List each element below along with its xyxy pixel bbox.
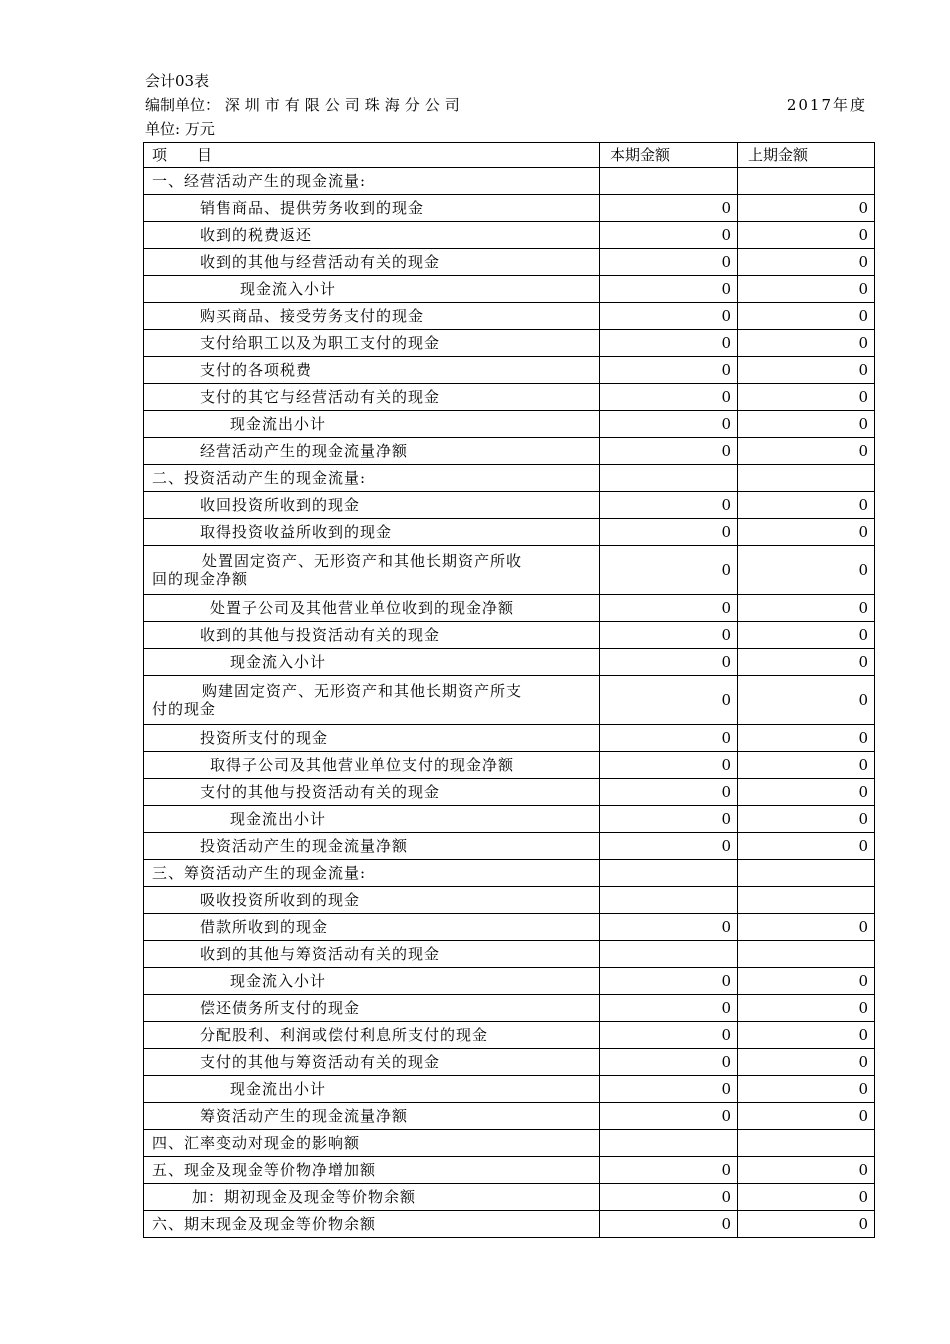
table-row [144,438,875,465]
row-label: 收到的税费返还 [144,222,600,249]
cash-flow-table [143,142,875,1238]
current-period-amount: 0 [600,779,738,806]
previous-period-amount: 0 [738,1076,875,1103]
current-period-amount [600,465,738,492]
row-label: 经营活动产生的现金流量净额 [144,438,600,465]
current-period-amount: 0 [600,806,738,833]
previous-period-amount: 0 [738,968,875,995]
row-label: 取得子公司及其他营业单位支付的现金净额 [144,752,600,779]
previous-period-amount: 0 [738,752,875,779]
current-period-amount: 0 [600,330,738,357]
table-row [144,330,875,357]
previous-period-amount: 0 [738,492,875,519]
table-row [144,168,875,195]
table-row [144,195,875,222]
table-row [144,595,875,622]
current-period-amount [600,1130,738,1157]
table-row [144,725,875,752]
current-period-amount: 0 [600,1103,738,1130]
previous-period-amount: 0 [738,222,875,249]
current-period-amount: 0 [600,968,738,995]
table-row [144,941,875,968]
table-row [144,914,875,941]
row-label: 处置子公司及其他营业单位收到的现金净额 [144,595,600,622]
row-label: 收到的其他与投资活动有关的现金 [144,622,600,649]
previous-period-amount: 0 [738,725,875,752]
organization-name: 深圳市有限公司珠海分公司 [224,96,465,114]
previous-period-amount [738,465,875,492]
table-row [144,622,875,649]
table-row [144,887,875,914]
table-row [144,1211,875,1238]
organization-line [145,96,867,114]
row-label: 现金流出小计 [144,411,600,438]
previous-period-amount: 0 [738,1049,875,1076]
previous-period-amount: 0 [738,1157,875,1184]
row-label: 筹资活动产生的现金流量净额 [144,1103,600,1130]
current-period-amount: 0 [600,1184,738,1211]
table-row [144,752,875,779]
previous-period-amount: 0 [738,519,875,546]
current-period-amount: 0 [600,222,738,249]
previous-period-amount: 0 [738,303,875,330]
previous-period-amount [738,1130,875,1157]
table-row [144,384,875,411]
row-label: 偿还债务所支付的现金 [144,995,600,1022]
table-row [144,411,875,438]
table-row [144,676,875,725]
row-label: 现金流入小计 [144,968,600,995]
row-label: 现金流出小计 [144,806,600,833]
table-row [144,357,875,384]
row-label: 取得投资收益所收到的现金 [144,519,600,546]
table-header-row [144,143,875,168]
row-label-line2: 回的现金净额 [152,570,249,588]
table-row [144,649,875,676]
report-year: 2017年度 [786,96,867,114]
previous-period-amount: 0 [738,276,875,303]
previous-period-amount: 0 [738,676,875,725]
column-header-previous: 上期金额 [738,143,875,168]
current-period-amount [600,860,738,887]
column-header-item: 项 目 [144,143,600,168]
current-period-amount [600,168,738,195]
row-label: 购买商品、接受劳务支付的现金 [144,303,600,330]
row-label: 加：期初现金及现金等价物余额 [144,1184,600,1211]
current-period-amount: 0 [600,249,738,276]
current-period-amount: 0 [600,649,738,676]
previous-period-amount [738,168,875,195]
table-row [144,276,875,303]
table-row [144,1076,875,1103]
table-row [144,860,875,887]
previous-period-amount: 0 [738,833,875,860]
current-period-amount [600,887,738,914]
table-row [144,995,875,1022]
row-label: 二、投资活动产生的现金流量: [144,465,600,492]
previous-period-amount: 0 [738,384,875,411]
table-row [144,1103,875,1130]
previous-period-amount: 0 [738,1022,875,1049]
previous-period-amount: 0 [738,779,875,806]
previous-period-amount: 0 [738,357,875,384]
row-label: 六、期末现金及现金等价物余额 [144,1211,600,1238]
current-period-amount: 0 [600,1157,738,1184]
current-period-amount: 0 [600,357,738,384]
row-label: 支付给职工以及为职工支付的现金 [144,330,600,357]
current-period-amount: 0 [600,1049,738,1076]
current-period-amount: 0 [600,1211,738,1238]
row-label: 一、经营活动产生的现金流量: [144,168,600,195]
row-label: 支付的其它与经营活动有关的现金 [144,384,600,411]
table-row [144,1130,875,1157]
current-period-amount: 0 [600,995,738,1022]
current-period-amount: 0 [600,752,738,779]
current-period-amount: 0 [600,1022,738,1049]
row-label [144,676,600,725]
current-period-amount: 0 [600,833,738,860]
row-label: 借款所收到的现金 [144,914,600,941]
previous-period-amount [738,941,875,968]
current-period-amount [600,941,738,968]
current-period-amount: 0 [600,595,738,622]
row-label: 收回投资所收到的现金 [144,492,600,519]
previous-period-amount: 0 [738,995,875,1022]
table-row [144,303,875,330]
table-row [144,833,875,860]
row-label: 收到的其他与筹资活动有关的现金 [144,941,600,968]
current-period-amount: 0 [600,276,738,303]
previous-period-amount: 0 [738,438,875,465]
row-label: 收到的其他与经营活动有关的现金 [144,249,600,276]
previous-period-amount: 0 [738,1103,875,1130]
current-period-amount: 0 [600,725,738,752]
row-label: 支付的各项税费 [144,357,600,384]
row-label: 投资活动产生的现金流量净额 [144,833,600,860]
row-label: 投资所支付的现金 [144,725,600,752]
row-label-line1: 购建固定资产、无形资产和其他长期资产所支 [202,682,523,700]
previous-period-amount: 0 [738,546,875,595]
current-period-amount: 0 [600,546,738,595]
current-period-amount: 0 [600,492,738,519]
current-period-amount: 0 [600,411,738,438]
table-row [144,546,875,595]
row-label: 五、现金及现金等价物净增加额 [144,1157,600,1184]
current-period-amount: 0 [600,676,738,725]
column-header-current: 本期金额 [600,143,738,168]
current-period-amount: 0 [600,519,738,546]
row-label: 现金流入小计 [144,649,600,676]
previous-period-amount [738,887,875,914]
table-row [144,1049,875,1076]
table-row [144,492,875,519]
previous-period-amount [738,860,875,887]
table-row [144,968,875,995]
table-row [144,1157,875,1184]
row-label: 四、汇率变动对现金的影响额 [144,1130,600,1157]
previous-period-amount: 0 [738,195,875,222]
current-period-amount: 0 [600,1076,738,1103]
table-row [144,1184,875,1211]
row-label [144,546,600,595]
row-label: 现金流入小计 [144,276,600,303]
row-label: 支付的其他与筹资活动有关的现金 [144,1049,600,1076]
row-label: 分配股利、利润或偿付利息所支付的现金 [144,1022,600,1049]
table-body [144,168,875,1238]
previous-period-amount: 0 [738,411,875,438]
table-row [144,465,875,492]
current-period-amount: 0 [600,914,738,941]
current-period-amount: 0 [600,384,738,411]
previous-period-amount: 0 [738,1184,875,1211]
row-label: 现金流出小计 [144,1076,600,1103]
table-row [144,779,875,806]
table-row [144,249,875,276]
previous-period-amount: 0 [738,914,875,941]
table-row [144,222,875,249]
form-code: 会计03表 [145,72,210,90]
organization-label: 编制单位： [145,96,221,114]
previous-period-amount: 0 [738,622,875,649]
table-row [144,1022,875,1049]
row-label: 支付的其他与投资活动有关的现金 [144,779,600,806]
previous-period-amount: 0 [738,330,875,357]
previous-period-amount: 0 [738,249,875,276]
row-label-line2: 付的现金 [152,700,217,718]
row-label: 销售商品、提供劳务收到的现金 [144,195,600,222]
row-label-line1: 处置固定资产、无形资产和其他长期资产所收 [202,552,523,570]
table-row [144,519,875,546]
table-row [144,806,875,833]
row-label: 吸收投资所收到的现金 [144,887,600,914]
current-period-amount: 0 [600,438,738,465]
previous-period-amount: 0 [738,595,875,622]
previous-period-amount: 0 [738,806,875,833]
current-period-amount: 0 [600,303,738,330]
current-period-amount: 0 [600,622,738,649]
currency-unit: 单位: 万元 [145,120,215,138]
current-period-amount: 0 [600,195,738,222]
row-label: 三、筹资活动产生的现金流量: [144,860,600,887]
previous-period-amount: 0 [738,1211,875,1238]
previous-period-amount: 0 [738,649,875,676]
